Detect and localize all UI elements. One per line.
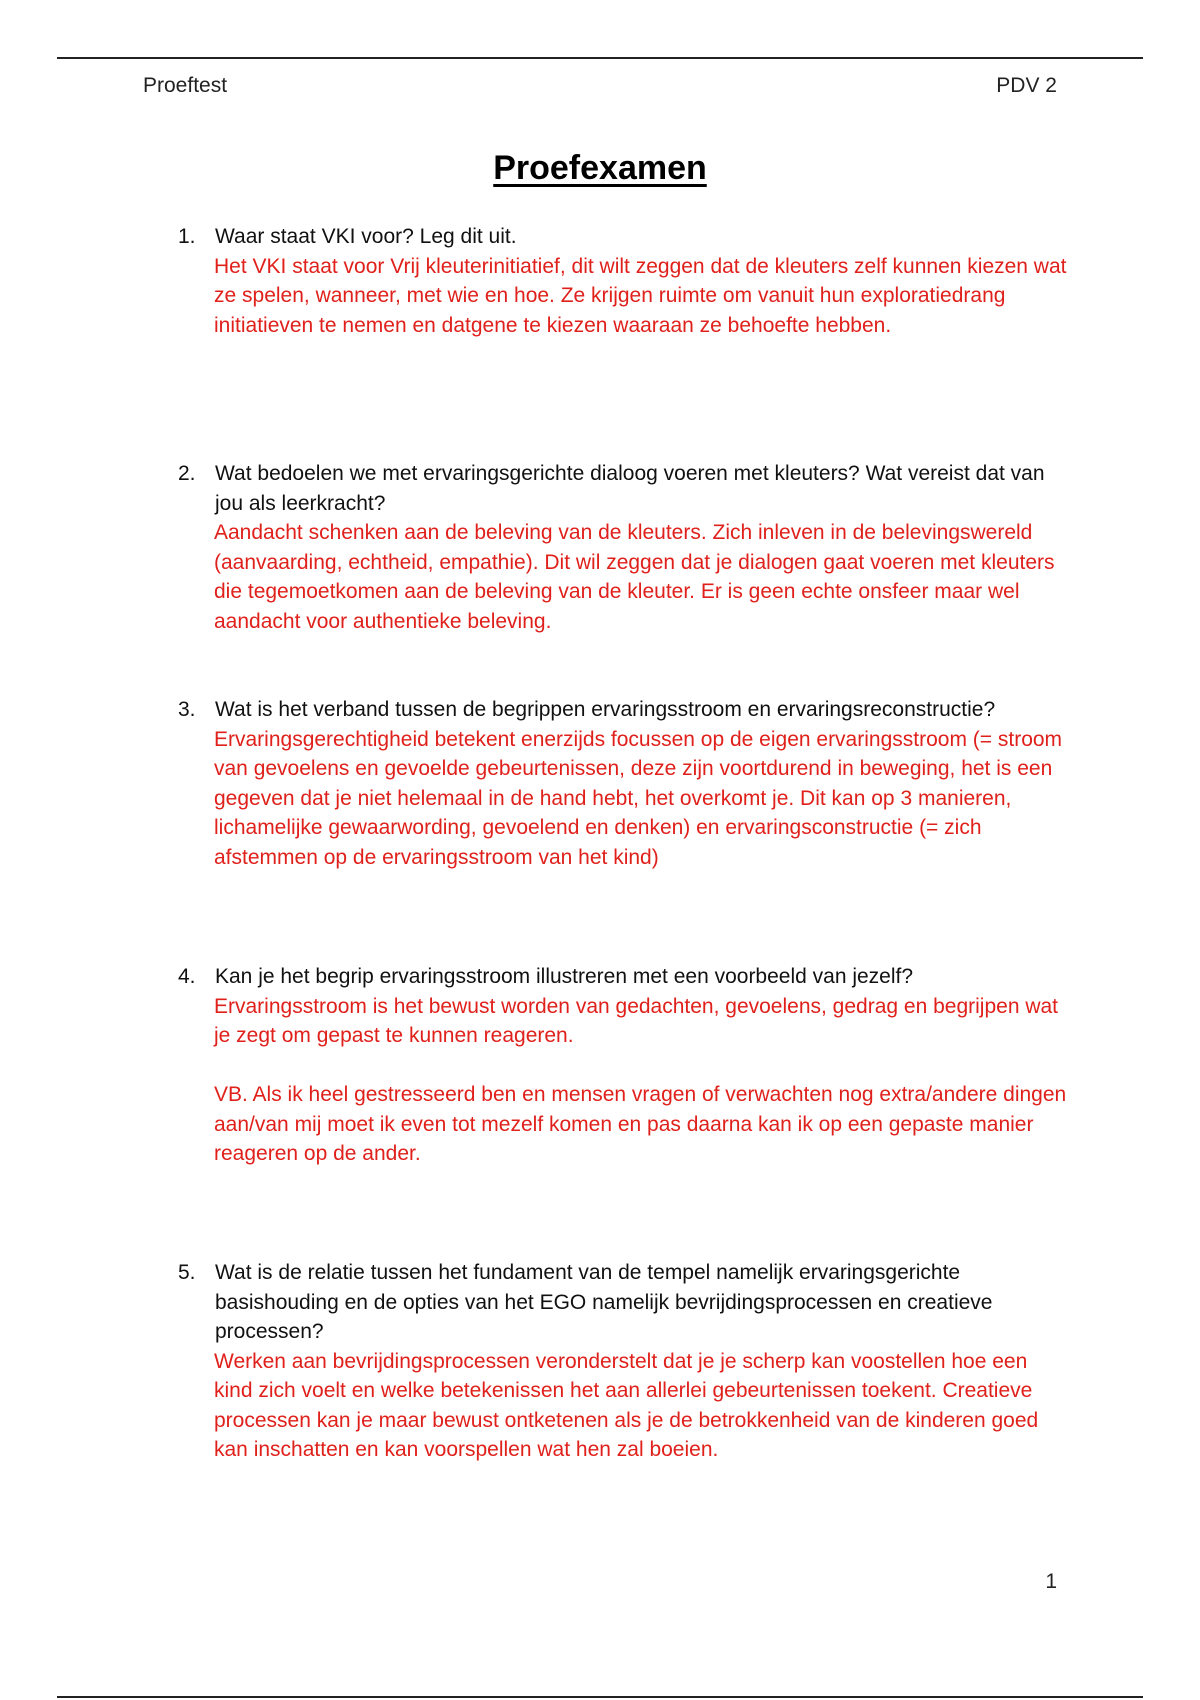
answer-text: Ervaringsstroom is het bewust worden van gedachten, gevoelens, gedrag en begrijpen wat je zegt om gepast te kunnen reageren.	[214, 994, 1059, 1047]
question-row	[178, 962, 1068, 992]
question-text: Waar staat VKI voor? Leg dit uit.	[215, 225, 517, 248]
answer-example: VB. Als ik heel gestresseerd ben en mensen vragen of verwachten nog extra/andere dingen aan/van mij moet ik even tot mezelf komen en pas daarna kan ik op een gepaste manier reageren op de ander.	[214, 1083, 1067, 1165]
answer-block	[214, 725, 1068, 873]
answer-block	[214, 252, 1068, 341]
header-right-label: PDV 2	[996, 74, 1057, 97]
question-block-2	[178, 459, 1068, 636]
question-number: 4.	[178, 965, 196, 988]
question-block-1	[178, 222, 1068, 340]
page-title: Proefexamen	[493, 149, 707, 187]
answer-text: Ervaringsgerechtigheid betekent enerzijds focussen op de eigen ervaringsstroom (= stroom van gevoelens en gevoelde gebeurtenissen, deze zijn voortdurend in beweging, het is een gegeven dat je niet helemaal in de hand hebt, het overkomt je. Dit kan op 3 manieren, lichamelijke gewaarwording, gevoelend en denken) en ervaringsconstructie (= zich afstemmen op de ervaringsstroom van het kind)	[214, 727, 1063, 869]
question-block-5	[178, 1258, 1068, 1465]
question-block-4	[178, 962, 1068, 1169]
question-row	[178, 459, 1068, 518]
question-number: 2.	[178, 462, 196, 485]
page-number: 1	[1045, 1570, 1057, 1593]
question-block-3	[178, 695, 1068, 872]
question-row	[178, 222, 1068, 252]
answer-text: Werken aan bevrijdingsprocessen veronderstelt dat je je scherp kan voostellen hoe een kind zich voelt en welke betekenissen het aan allerlei gebeurtenissen toekent. Creatieve processen kan je maar bewust ontketenen als je de betrokkenheid van de kinderen goed kan inschatten en kan voorspellen wat hen zal boeien.	[214, 1349, 1039, 1461]
answer-block	[214, 518, 1068, 636]
header-rule	[57, 57, 1143, 59]
question-text: Wat bedoelen we met ervaringsgerichte dialoog voeren met kleuters? Wat vereist dat van jou als leerkracht?	[215, 462, 1045, 515]
question-text: Kan je het begrip ervaringsstroom illustreren met een voorbeeld van jezelf?	[215, 965, 914, 988]
question-text: Wat is het verband tussen de begrippen ervaringsstroom en ervaringsreconstructie?	[215, 698, 996, 721]
question-number: 5.	[178, 1261, 196, 1284]
answer-block	[214, 1347, 1068, 1465]
question-row	[178, 695, 1068, 725]
question-row	[178, 1258, 1068, 1347]
answer-text: Het VKI staat voor Vrij kleuterinitiatief, dit wilt zeggen dat de kleuters zelf kunnen kiezen wat ze spelen, wanneer, met wie en hoe. Ze krijgen ruimte om vanuit hun exploratiedrang initiatieven te nemen en datgene te kiezen waaraan ze behoefte hebben.	[214, 254, 1067, 337]
footer-rule	[57, 1696, 1143, 1698]
header-left-label: Proeftest	[143, 74, 228, 97]
answer-block	[214, 992, 1068, 1169]
question-number: 3.	[178, 698, 196, 721]
question-number: 1.	[178, 225, 196, 248]
question-text: Wat is de relatie tussen het fundament van de tempel namelijk ervaringsgerichte basishouding en de opties van het EGO namelijk bevrijdingsprocessen en creatieve processen?	[215, 1261, 993, 1343]
answer-text: Aandacht schenken aan de beleving van de kleuters. Zich inleven in de belevingswereld (aanvaarding, echtheid, empathie). Dit wil zeggen dat je dialogen gaat voeren met kleuters die tegemoetkomen aan de beleving van de kleuter. Er is geen echte onsfeer maar wel aandacht voor authentieke beleving.	[214, 521, 1055, 633]
